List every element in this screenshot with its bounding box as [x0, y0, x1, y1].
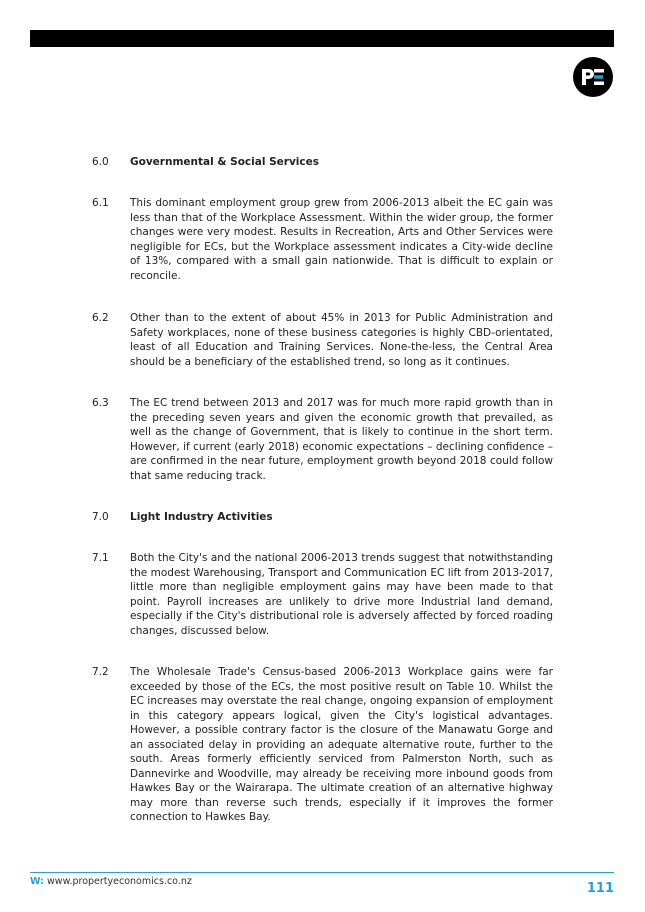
- section-paragraph: The EC trend between 2013 and 2017 was for much more rapid growth than in the preceding seven years and given the economic growth that prevailed, as well as the change of Government, that is likely to continue in the short term. However, if current (early 2018) economic expectations – declining confidence – are confirmed in the near future, employment growth beyond 2018 could follow that same reducing track.: [130, 397, 553, 482]
- section-number: 6.2: [92, 312, 109, 324]
- section-number: 7.0: [92, 511, 109, 523]
- section-paragraph: Other than to the extent of about 45% in 2013 for Public Administration and Safety workplaces, none of these business categories is highly CBD-orientated, least of all Education and Training Services. None-the-less, the Central Area should be a beneficiary of the established trend, so long as it continues.: [130, 312, 553, 368]
- section-heading: Light Industry Activities: [130, 511, 273, 523]
- section-paragraph: The Wholesale Trade's Census-based 2006-2013 Workplace gains were far exceeded by those of the ECs, the most positive result on Table 10. Whilst the EC increases may overstate the real change, ongoing expansion of employment in this category appears logical, given the City's logistical advantages. However, a possible contrary factor is the closure of the Manawatu Gorge and an associated delay in providing an adequate alternative route, further to the south. Areas formerly efficiently serviced from Palmerston North, such as Dannevirke and Woodville, may already be receiving more inbound goods from Hawkes Bay or the Wairarapa. The ultimate creation of an alternative highway may more than reverse such trends, especially if it improves the former connection to Hawkes Bay.: [130, 666, 553, 823]
- section-paragraph: Both the City's and the national 2006-2013 trends suggest that notwithstanding the modest Warehousing, Transport and Communication EC lift from 2013-2017, little more than negligible employment gains may have been made to that point. Payroll increases are unlikely to drive more Industrial land demand, especially if the City's distributional role is adversely affected by forced roading changes, discussed below.: [130, 552, 553, 637]
- section-heading: Governmental & Social Services: [130, 156, 319, 168]
- section-number: 6.3: [92, 397, 109, 409]
- section-number: 6.1: [92, 197, 109, 209]
- pe-logo-mark: [580, 67, 606, 87]
- header-bar: [30, 30, 614, 47]
- section-paragraph: This dominant employment group grew from 2006-2013 albeit the EC gain was less than that of the Workplace Assessment. Within the wider group, the former changes were very modest. Results in Recreation, Arts and Other Services were negligible for ECs, but the Workplace assessment indicates a City-wide decline of 13%, compared with a small gain nationwide. That is difficult to explain or reconcile.: [130, 197, 553, 282]
- section-number: 6.0: [92, 156, 109, 168]
- section-number: 7.1: [92, 552, 109, 564]
- section-number: 7.2: [92, 666, 109, 678]
- footer-website-url[interactable]: www.propertyeconomics.co.nz: [47, 876, 192, 887]
- page-number: 111: [586, 881, 614, 896]
- footer-website: [30, 876, 192, 887]
- footer-website-prefix: W:: [30, 876, 44, 887]
- pe-logo: [573, 57, 613, 97]
- footer-divider: [30, 872, 614, 873]
